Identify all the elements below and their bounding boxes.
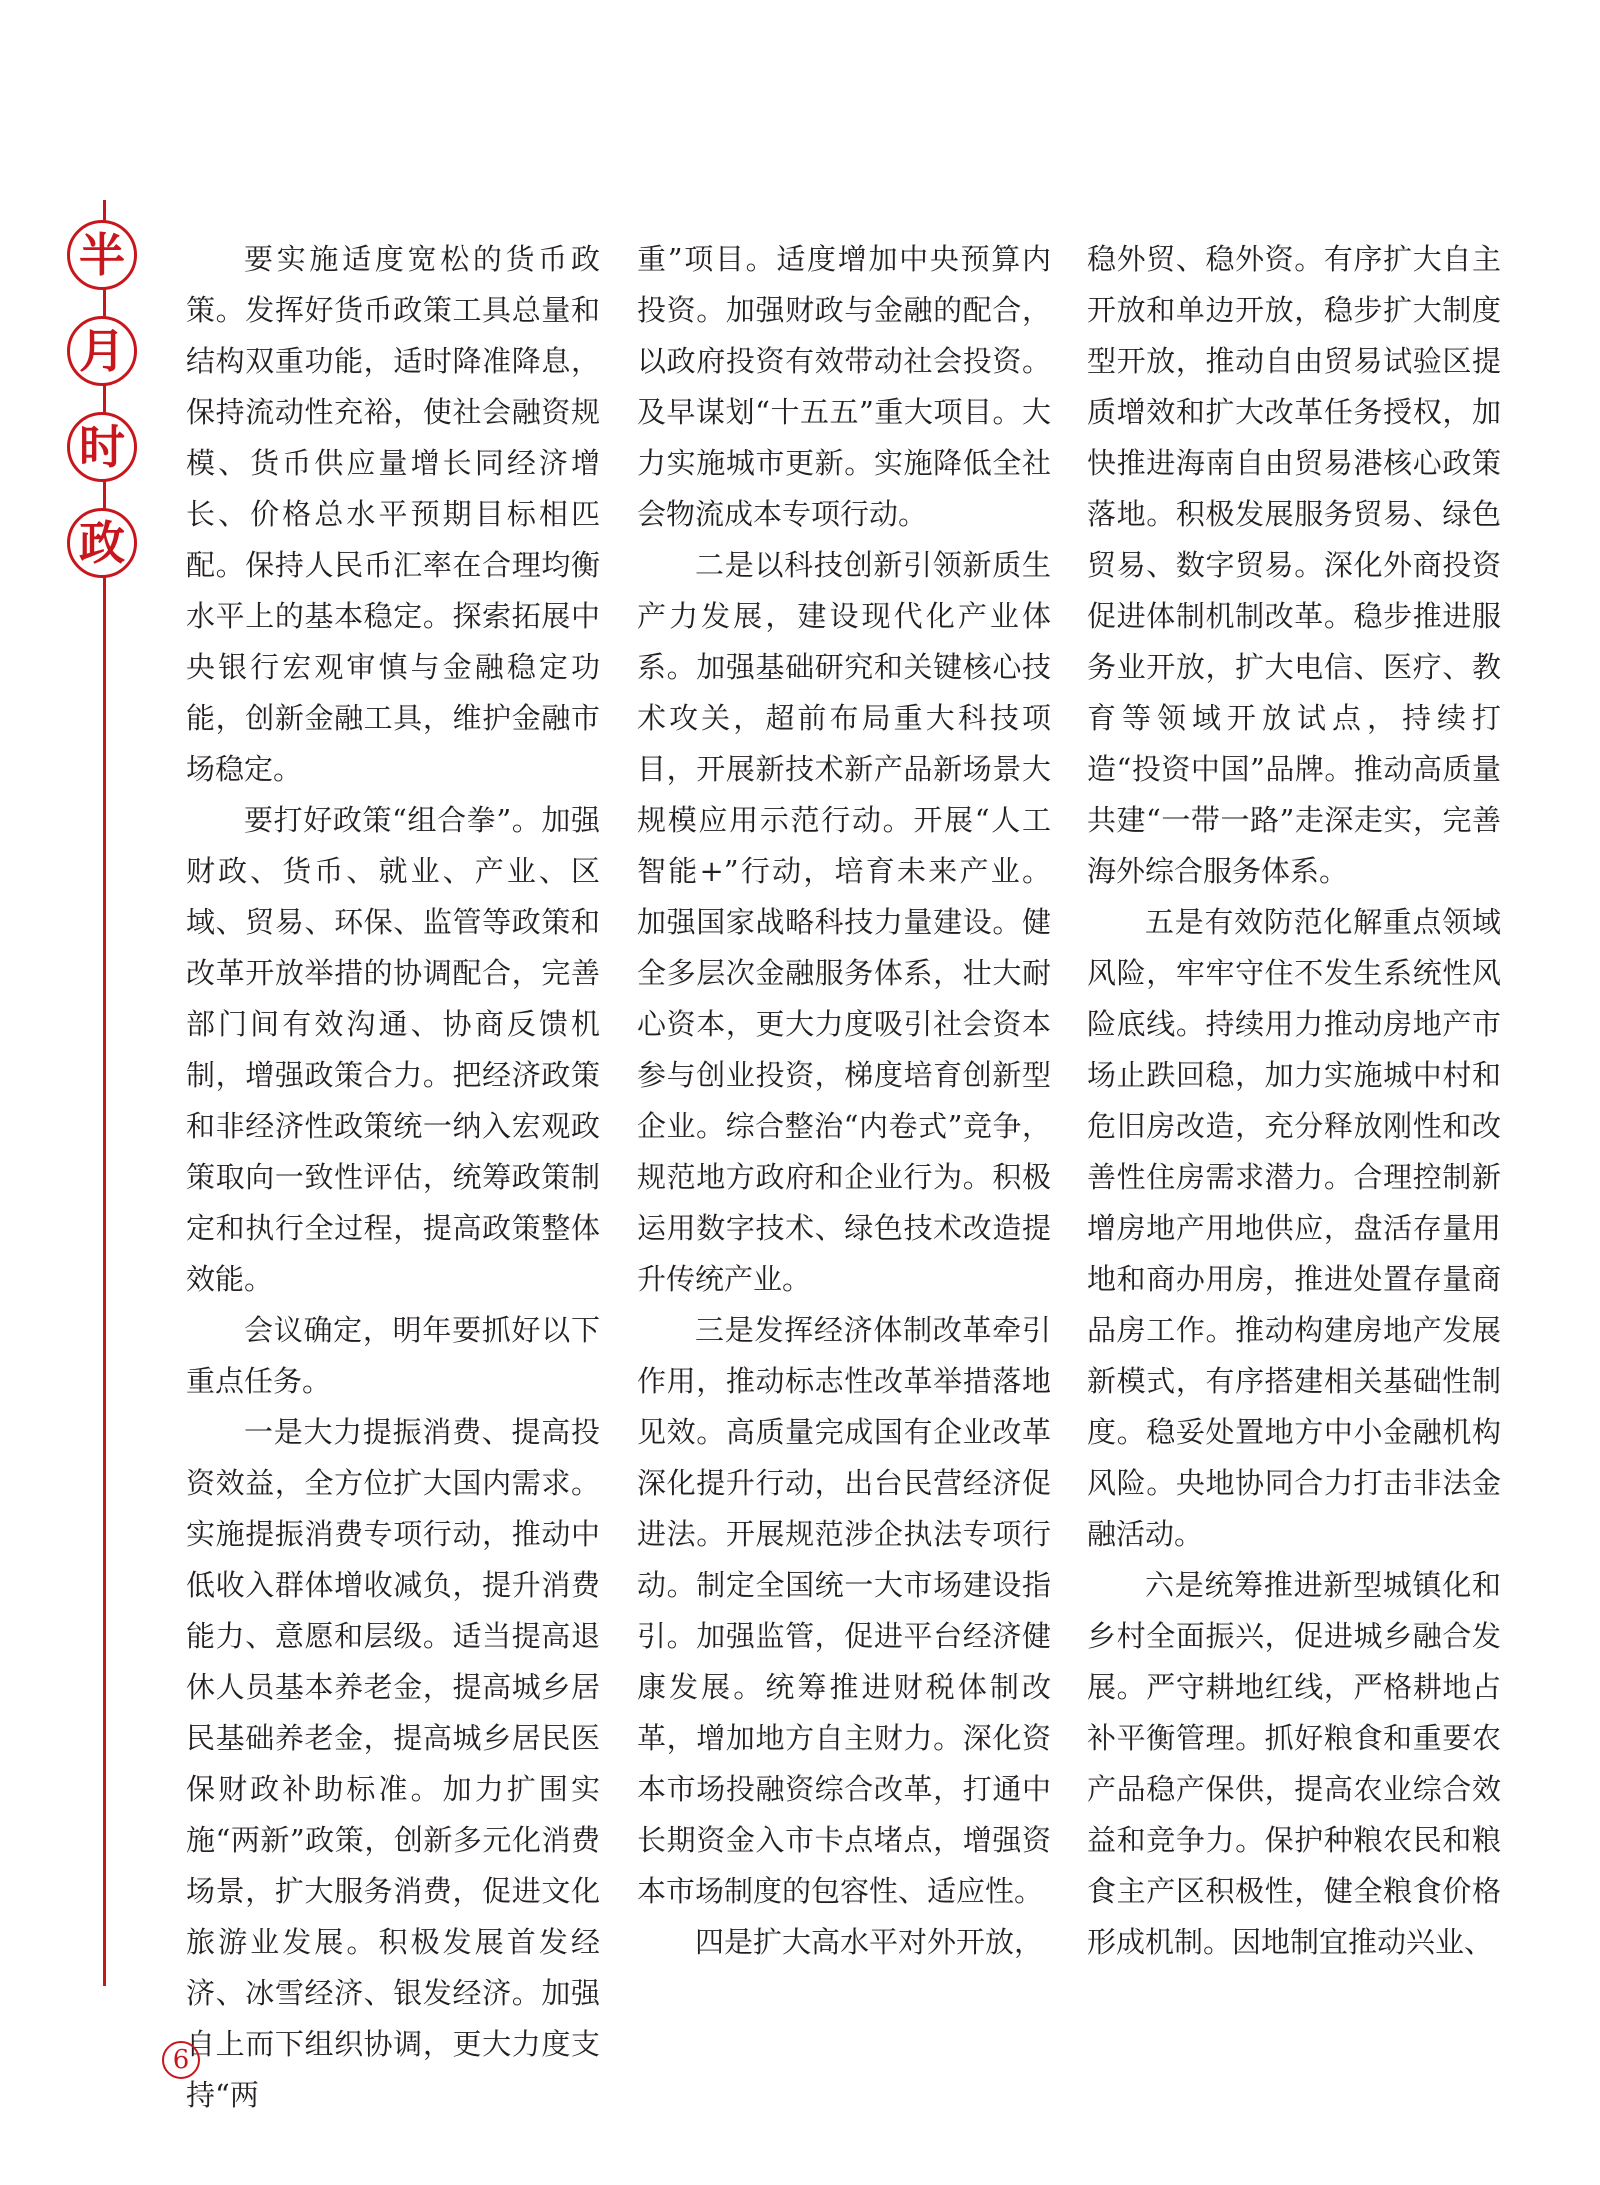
page-number: 6	[162, 2041, 200, 2079]
paragraph: 五是有效防范化解重点领域风险，牢牢守住不发生系统性风险底线。持续用力推动房地产市场止跌回稳，加力实施城中村和危旧房改造，充分释放刚性和改善性住房需求潜力。合理控制新增房地产用地供应，盘活存量用地和商办用房，推进处置存量商品房工作。推动构建房地产发展新模式，有序搭建相关基础性制度。稳妥处置地方中小金融机构风险。央地协同合力打击非法金融活动。	[1087, 905, 1501, 1551]
paragraph: 三是发挥经济体制改革牵引作用，推动标志性改革举措落地见效。高质量完成国有企业改革深化提升行动，出台民营经济促进法。开展规范涉企执法专项行动。制定全国统一大市场建设指引。加强监管，促进平台经济健康发展。统筹推进财税体制改革，增加地方自主财力。深化资本市场投融资综合改革，打通中长期资金入市卡点堵点，增强资本市场制度的包容性、适应性。	[637, 1313, 1051, 1908]
text-column-2	[637, 234, 1051, 1974]
text-column-1	[186, 234, 600, 2112]
section-badge-char-2: 月	[67, 316, 137, 386]
text-column-3	[1087, 234, 1501, 1974]
section-badge-char-4: 政	[67, 508, 137, 578]
paragraph: 要实施适度宽松的货币政策。发挥好货币政策工具总量和结构双重功能，适时降准降息，保持流动性充裕，使社会融资规模、货币供应量增长同经济增长、价格总水平预期目标相匹配。保持人民币汇率在合理均衡水平上的基本稳定。探索拓展中央银行宏观审慎与金融稳定功能，创新金融工具，维护金融市场稳定。	[186, 242, 600, 786]
section-badge-char-1: 半	[67, 220, 137, 290]
paragraph: 会议确定，明年要抓好以下重点任务。	[186, 1313, 600, 1398]
paragraph: 一是大力提振消费、提高投资效益，全方位扩大国内需求。实施提振消费专项行动，推动中低收入群体增收减负，提升消费能力、意愿和层级。适当提高退休人员基本养老金，提高城乡居民基础养老金，提高城乡居民医保财政补助标准。加力扩围实施“两新”政策，创新多元化消费场景，扩大服务消费，促进文化旅游业发展。积极发展首发经济、冰雪经济、银发经济。加强自上而下组织协调，更大力度支持“两	[186, 1415, 600, 2112]
paragraph: 二是以科技创新引领新质生产力发展，建设现代化产业体系。加强基础研究和关键核心技术攻关，超前布局重大科技项目，开展新技术新产品新场景大规模应用示范行动。开展“人工智能+”行动，培育未来产业。加强国家战略科技力量建设。健全多层次金融服务体系，壮大耐心资本，更大力度吸引社会资本参与创业投资，梯度培育创新型企业。综合整治“内卷式”竞争，规范地方政府和企业行为。积极运用数字技术、绿色技术改造提升传统产业。	[637, 548, 1051, 1296]
section-badge-char-3: 时	[67, 412, 137, 482]
paragraph: 要打好政策“组合拳”。加强财政、货币、就业、产业、区域、贸易、环保、监管等政策和改革开放举措的协调配合，完善部门间有效沟通、协商反馈机制，增强政策合力。把经济政策和非经济性政策统一纳入宏观政策取向一致性评估，统筹政策制定和执行全过程，提高政策整体效能。	[186, 803, 600, 1296]
paragraph-continued: 重”项目。适度增加中央预算内投资。加强财政与金融的配合，以政府投资有效带动社会投资。及早谋划“十五五”重大项目。大力实施城市更新。实施降低全社会物流成本专项行动。	[637, 242, 1051, 531]
paragraph: 六是统筹推进新型城镇化和乡村全面振兴，促进城乡融合发展。严守耕地红线，严格耕地占补平衡管理。抓好粮食和重要农产品稳产保供，提高农业综合效益和竞争力。保护种粮农民和粮食主产区积极性，健全粮食价格形成机制。因地制宜推动兴业、	[1087, 1568, 1501, 1959]
paragraph: 四是扩大高水平对外开放，	[695, 1925, 1044, 1959]
paragraph-continued: 稳外贸、稳外资。有序扩大自主开放和单边开放，稳步扩大制度型开放，推动自由贸易试验区提质增效和扩大改革任务授权，加快推进海南自由贸易港核心政策落地。积极发展服务贸易、绿色贸易、数字贸易。深化外商投资促进体制机制改革。稳步推进服务业开放，扩大电信、医疗、教育等领域开放试点，持续打造“投资中国”品牌。推动高质量共建“一带一路”走深走实，完善海外综合服务体系。	[1087, 242, 1501, 888]
